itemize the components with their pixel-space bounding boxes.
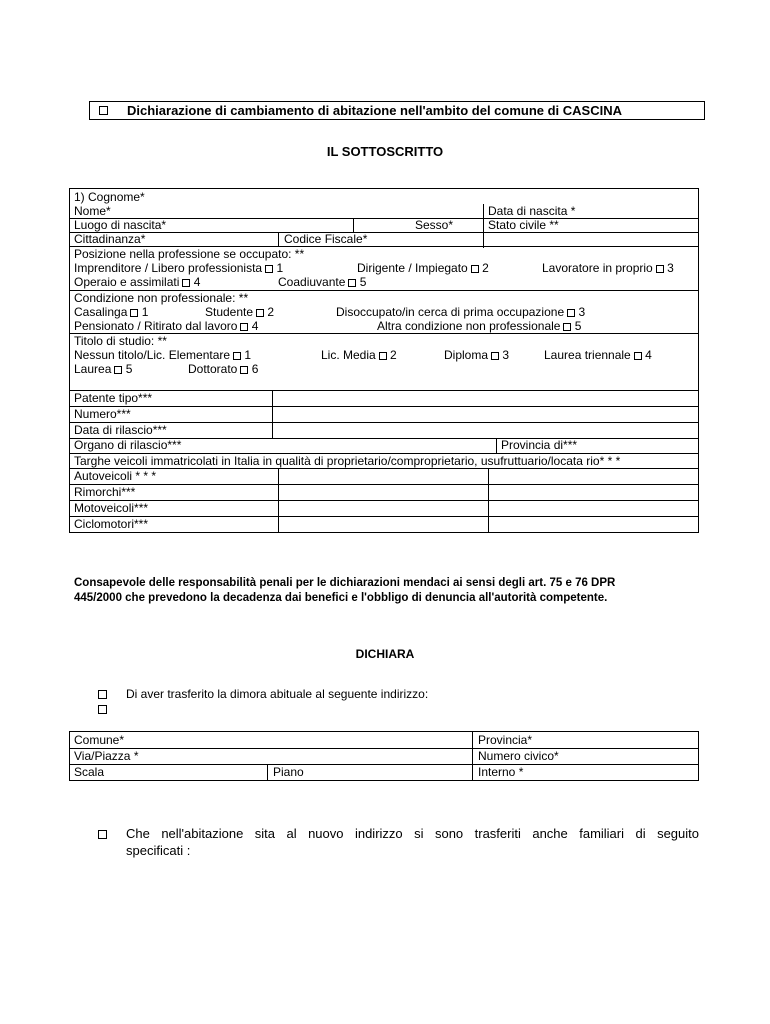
codice-fiscale-label: Codice Fiscale* [284,232,368,246]
prof-checkbox-4[interactable] [182,279,190,287]
veicoli-title: Targhe veicoli immatricolati in Italia in qualità di proprietario/comproprietario, usufruttuario/locata rio* * * [74,454,621,468]
studio-opt-4: Laurea triennale 4 [544,348,652,362]
non-prof-opt-3: Disoccupato/in cerca di prima occupazione 3 [336,305,586,319]
dichiara-heading: DICHIARA [355,647,415,661]
ciclomotori-label: Ciclomotori*** [74,517,149,531]
studio-checkbox-1[interactable] [233,352,241,360]
consapevole-line-2: 445/2000 che prevedono la decadenza dai benefici e l'obbligo di denuncia all'autorità competente. [74,592,608,604]
non-prof-checkbox-1[interactable] [130,309,138,317]
studio-checkbox-3[interactable] [491,352,499,360]
scala-label: Scala [74,765,105,779]
studio-checkbox-4[interactable] [634,352,642,360]
patente-organo-label: Organo di rilascio*** [74,438,182,452]
rimorchi-label: Rimorchi*** [74,485,136,499]
header-checkbox[interactable] [99,106,108,115]
subtitle: IL SOTTOSCRITTO [326,144,444,159]
motoveicoli-label: Motoveicoli*** [74,501,149,515]
patente-data-label: Data di rilascio*** [74,423,167,437]
prof-opt-5: Coadiuvante 5 [278,275,367,289]
non-prof-checkbox-2[interactable] [256,309,264,317]
cognome-label: 1) Cognome* [74,190,145,204]
second-checkbox[interactable] [98,705,107,714]
studio-checkbox-2[interactable] [379,352,387,360]
prof-checkbox-1[interactable] [265,265,273,273]
prof-opt-4: Operaio e assimilati 4 [74,275,201,289]
personal-data-table [69,188,699,533]
studio-checkbox-5[interactable] [114,366,122,374]
form-title: Dichiarazione di cambiamento di abitazione nell'ambito del comune di CASCINA [127,103,623,118]
prof-checkbox-2[interactable] [471,265,479,273]
prof-opt-3: Lavoratore in proprio 3 [542,261,674,275]
nome-label: Nome* [74,204,111,218]
piano-label: Piano [273,765,304,779]
luogo-nascita-label: Luogo di nascita* [74,218,167,232]
prof-opt-2: Dirigente / Impiegato 2 [357,261,489,275]
familiari-checkbox[interactable] [98,830,107,839]
non-prof-opt-1: Casalinga 1 [74,305,149,319]
non-prof-checkbox-3[interactable] [567,309,575,317]
studio-title: Titolo di studio: ** [74,334,167,348]
prof-checkbox-5[interactable] [348,279,356,287]
stato-civile-label: Stato civile ** [488,218,559,232]
non-prof-opt-2: Studente 2 [205,305,275,319]
studio-opt-1: Nessun titolo/Lic. Elementare 1 [74,348,252,362]
studio-opt-5: Laurea 5 [74,362,133,376]
professione-title: Posizione nella professione se occupato: ** [74,247,305,261]
autoveicoli-label: Autoveicoli * * * [74,469,157,483]
patente-tipo-label: Patente tipo*** [74,391,153,405]
non-prof-checkbox-5[interactable] [563,323,571,331]
non-prof-checkbox-4[interactable] [240,323,248,331]
sesso-label: Sesso* [415,218,454,232]
familiari-line-1: Che nell'abitazione sita al nuovo indirizzo si sono trasferiti anche familiari di seguito [126,826,699,841]
non-prof-title: Condizione non professionale: ** [74,291,249,305]
studio-opt-3: Diploma 3 [444,348,510,362]
cittadinanza-label: Cittadinanza* [74,232,146,246]
non-prof-opt-5: Altra condizione non professionale 5 [377,319,582,333]
data-nascita-label: Data di nascita * [488,204,576,218]
civico-label: Numero civico* [478,749,559,763]
comune-label: Comune* [74,733,125,747]
interno-label: Interno * [478,765,524,779]
studio-opt-6: Dottorato 6 [188,362,259,376]
patente-provincia-label: Provincia di*** [501,438,578,452]
dimora-text: Di aver trasferito la dimora abituale al seguente indirizzo: [126,687,429,701]
provincia-label: Provincia* [478,733,533,747]
dimora-checkbox[interactable] [98,690,107,699]
familiari-line-2: specificati : [126,843,191,858]
consapevole-line-1: Consapevole delle responsabilità penali per le dichiarazioni mendaci ai sensi degli art. 75 e 76 DPR [74,577,616,589]
prof-opt-1: Imprenditore / Libero professionista 1 [74,261,284,275]
non-prof-opt-4: Pensionato / Ritirato dal lavoro 4 [74,319,259,333]
studio-opt-2: Lic. Media 2 [321,348,397,362]
studio-checkbox-6[interactable] [240,366,248,374]
address-table [69,731,699,781]
prof-checkbox-3[interactable] [656,265,664,273]
header-box [89,101,705,120]
patente-numero-label: Numero*** [74,407,131,421]
via-label: Via/Piazza * [74,749,139,763]
